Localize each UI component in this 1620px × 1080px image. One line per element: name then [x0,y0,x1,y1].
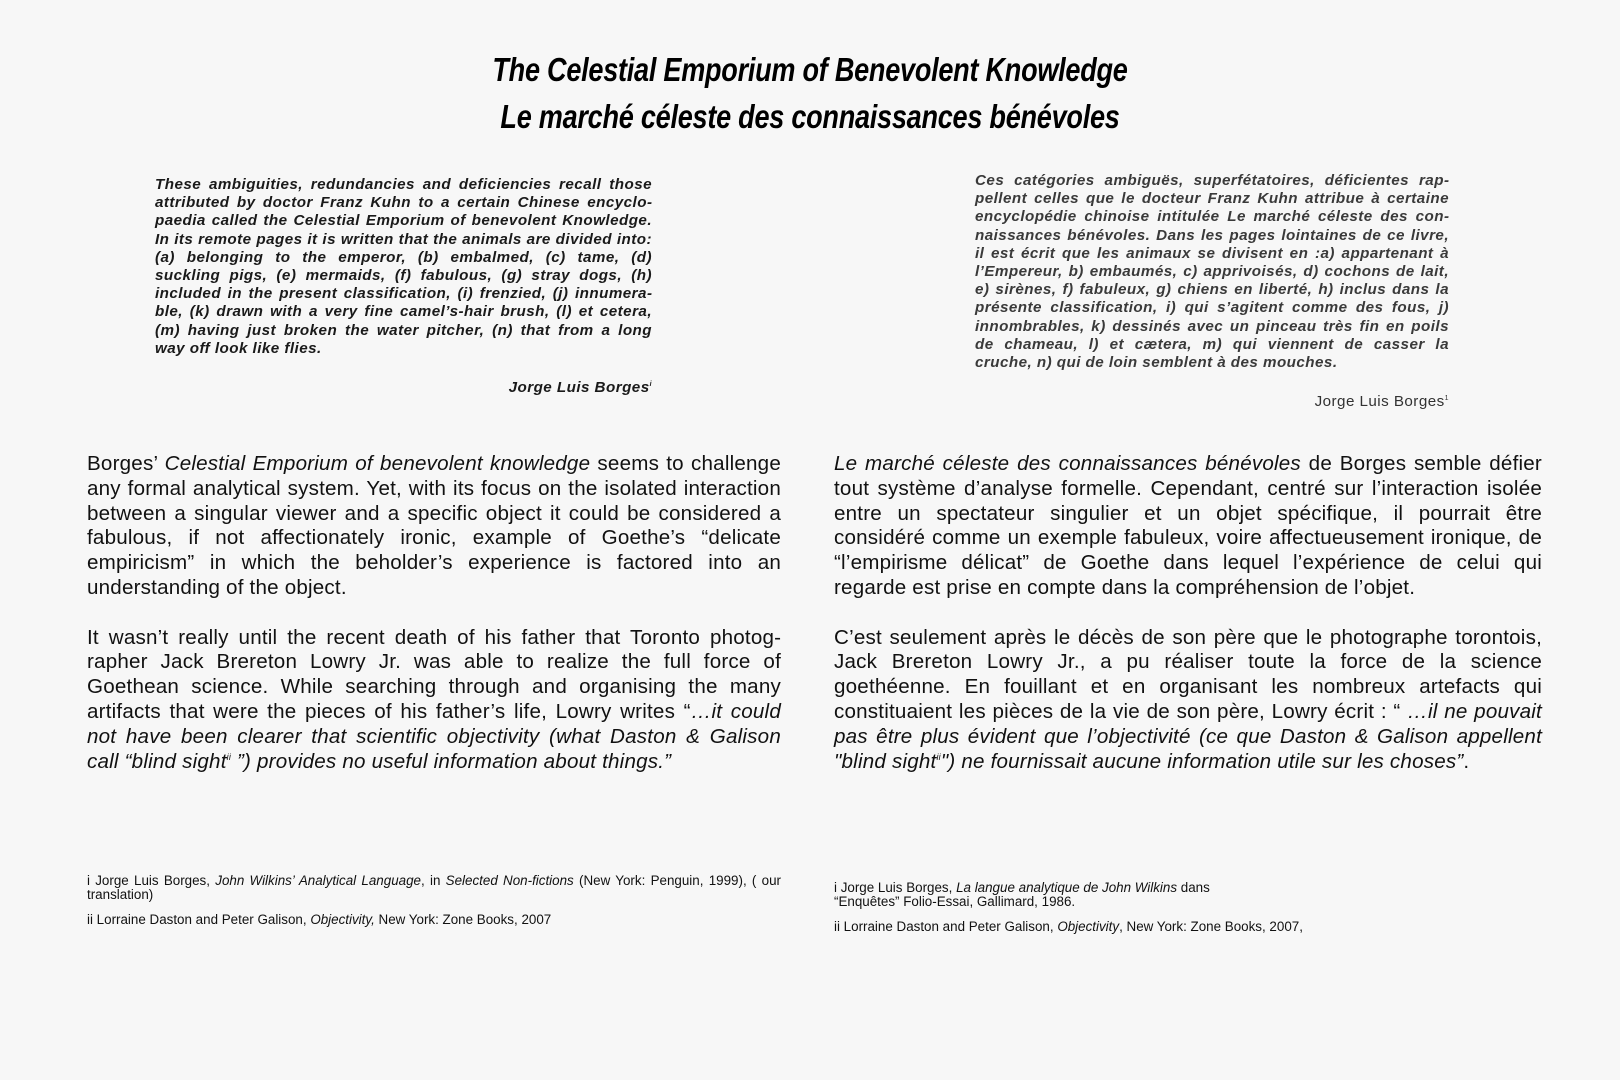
italic-run: John Wilkins’ Analytical Language [215,873,421,888]
text-run: It wasn’t really until the recent death of his father that Toronto photographer Jack Brereton Lowry Jr. was able to realize the full force of Goethean science. While searching through and organising the many artifacts that were the pieces of his father’s life, Lowry writes “ [87,625,781,723]
text-run: i Jorge Luis Borges, [87,873,216,888]
text-run: “Enquêtes” Folio-Essai, Gallimard, 1986. [834,893,1076,909]
italic-run: Selected Non-fictions [445,873,574,888]
footnotes-english [87,874,781,939]
text-run: , in [421,873,446,888]
footnote-ref-ii[interactable]: ii [226,751,232,762]
text-run: . [1463,749,1470,773]
footnote-i-english [87,874,781,901]
paragraph-1-english [87,452,781,601]
text-run: , New York: Zone Books, 2007, [1119,919,1303,935]
text-run: Borges’ [87,452,165,475]
epigraph-quote-english [155,176,652,397]
epigraph-text-french: Ces catégories ambiguës, superfétatoires, déficientes rappellent celles que le docteur Franz Kuhn attribue à certaine encyclopédie chinoise intitulée Le marché céleste des connaissances bénévoles. Dans les pages lointaines de ce livre, il est écrit que les animaux se divisent en :a) appartenant à l’Empereur, b) embaumés, c) apprivoisés, d) cochons de lait, e) sirènes, f) fabuleux, g) chiens en liberté, h) inclus dans la présente classification, i) qui s’agitent comme des fous, j) innombrables, k) dessinés avec un pinceau très fin en poils de chameau, l) et cætera, m) qui viennent de casser la cruche, n) qui de loin semblent à des mouches. [975,172,1449,372]
italic-quote-run: ”) provides no useful information about things.” [231,749,672,773]
body-text-french [834,452,1542,799]
text-run: de Borges semble défier tout système d’analyse formelle. Cependant, centré sur l’interaction isolée entre un spectateur singulier et un objet spécifique, il pourrait être considéré comme un exemple fabuleux, voire affectueusement ironique, de “l’empirisme délicat” de Goethe dans lequel l’expérience de celui qui regarde est prise en compte dans la compréhension de l’objet. [834,452,1542,599]
footnote-ref-ii[interactable]: ii [936,751,941,762]
attribution-author: Jorge Luis Borges [508,379,650,397]
footnote-ii-english [87,913,781,927]
epigraph-attribution-english [155,376,652,397]
text-run: dans [1177,880,1210,895]
text-run: C’est seulement après le décès de son père que le photographe torontois, Jack Brereton Lowry Jr., a pu réaliser toute la force de la science goethéenne. En fouillant et en organisant les nombreux artefacts qui constituaient les pièces de la vie de son père, Lowry écrit : “ [834,625,1542,723]
footnote-ref-1[interactable]: 1 [1444,395,1449,403]
italic-run: La langue analytique de John Wilkins [956,880,1178,895]
italic-quote-run: ") ne fournissait aucune information utile sur les choses” [940,749,1464,773]
footnotes-french [834,881,1542,946]
document-title [0,46,1620,140]
text-run: New York: Zone Books, 2007 [374,912,552,928]
italic-quote-run: …it could not have been clearer that scientific objectivity (what Daston & Galison call “blind sight [87,699,781,773]
paragraph-2-french [834,626,1542,775]
paragraph-2-english [87,626,781,775]
footnote-ref-i[interactable]: i [649,381,652,389]
italic-title-run: Celestial Emporium of benevolent knowledge [164,452,591,475]
epigraph-attribution-french [975,390,1449,411]
italic-run: Objectivity [1057,919,1120,935]
epigraph-quote-french [975,172,1449,412]
paragraph-1-french [834,452,1542,601]
text-run: ii Lorraine Daston and Peter Galison, [834,919,1058,935]
title-english: The Celestial Emporium of Benevolent Knowledge [492,51,1128,88]
body-text-english [87,452,781,799]
epigraph-text-english: These ambiguities, redundancies and deficiencies recall those attributed by doctor Franz Kuhn to a certain Chinese encyclopaedia called the Celestial Emporium of benevolent Knowledge. In its remote pages it is written that the animals are divided into: (a) belonging to the emperor, (b) embalmed, (c) tame, (d) suckling pigs, (e) mermaids, (f) fabulous, (g) stray dogs, (h) included in the present classification, (i) frenzied, (j) innumerable, (k) drawn with a very fine camel’s-hair brush, (l) et cetera, (m) having just broken the water pitcher, (n) that from a long way off look like flies. [155,176,652,357]
text-run: (New York: Penguin, 1999), ( our translation) [87,873,782,902]
footnote-i-french [834,881,1542,908]
text-run: ii Lorraine Daston and Peter Galison, [87,912,311,928]
text-run: seems to challenge any formal analytical system. Yet, with its focus on the isolated interaction between a singular viewer and a specific object it could be considered a fabulous, if not affectionately ironic, example of Goethe’s “delicate empiricism” in which the beholder’s experience is factored into an understanding of the object. [87,452,781,599]
attribution-author: Jorge Luis Borges [1314,393,1445,411]
italic-quote-run: …il ne pouvait pas être plus évident que l’objectivité (ce que Daston & Galison appellent "blind sight [834,699,1542,773]
text-run: i Jorge Luis Borges, [834,880,957,895]
footnote-ii-french [834,920,1542,934]
italic-title-run: Le marché céleste des connaissances bénévoles [834,452,1301,475]
title-french: Le marché céleste des connaissances bénévoles [500,98,1120,135]
italic-run: Objectivity, [310,912,375,928]
